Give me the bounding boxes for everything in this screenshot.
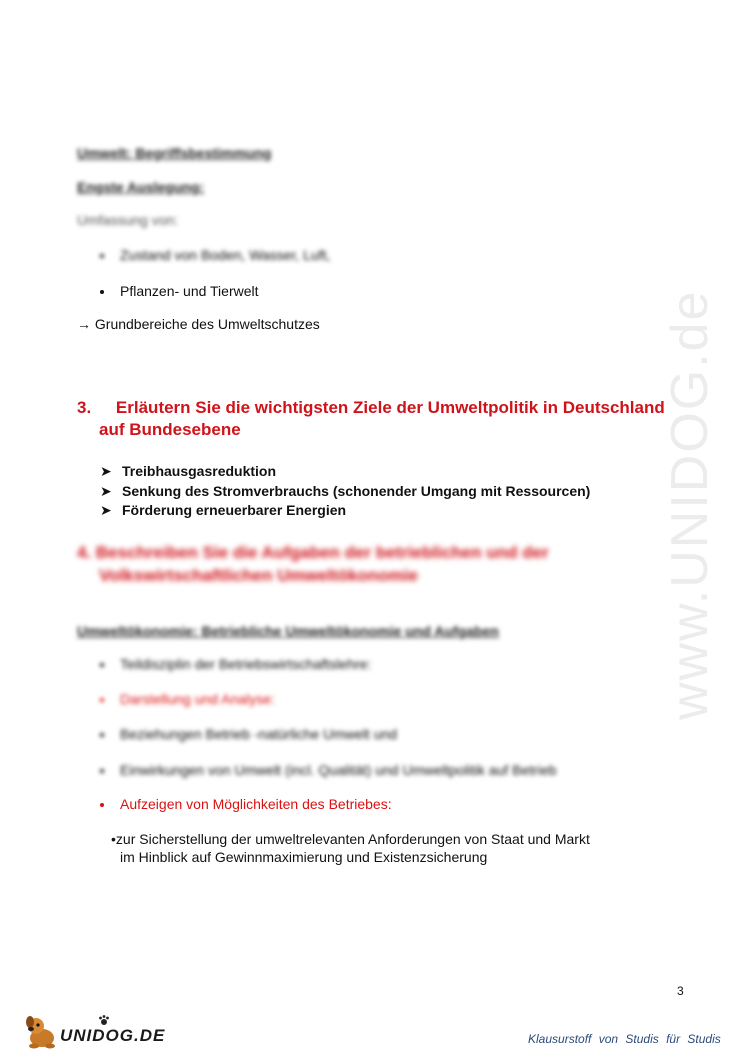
bullet-item: [100, 656, 371, 672]
arrow-conclusion: [77, 316, 320, 332]
sub-bullet-dot-icon: •: [111, 831, 116, 847]
answer-text: Förderung erneuerbarer Energien: [122, 502, 347, 518]
answer-list: [100, 462, 590, 521]
footer-tagline: Klausurstoff von Studis für Studis: [528, 1032, 721, 1046]
watermark-text: www.UNIDOG.de: [661, 289, 719, 720]
bullet-item: [100, 726, 397, 742]
bullet-text: Pflanzen- und Tierwelt: [120, 283, 259, 299]
arrow-line-text: Grundbereiche des Umweltschutzes: [94, 316, 320, 332]
answer-item: [100, 462, 590, 482]
bullet-item: [100, 691, 275, 707]
bullet-dot-icon: [100, 663, 104, 667]
logo-text: UNIDOG.DE: [60, 1026, 166, 1045]
bullet-dot-icon: [100, 803, 104, 807]
sub-bullet-line2: im Hinblick auf Gewinnmaximierung und Existenzsicherung: [120, 849, 488, 865]
bullet-text: Aufzeigen von Möglichkeiten des Betriebes:: [120, 796, 392, 812]
question-4-line1: 4. Beschreiben Sie die Aufgaben der betrieblichen und der: [77, 543, 549, 562]
answer-text: Treibhausgasreduktion: [122, 463, 277, 479]
page-number: 3: [677, 984, 684, 998]
question-number: 3.: [77, 398, 92, 417]
arrowhead-bullet-icon: ➤: [100, 463, 112, 479]
bullet-item: [100, 796, 392, 812]
bullet-dot-icon: [100, 733, 104, 737]
bullet-dot-icon: [100, 290, 104, 294]
sub-bullet: [111, 830, 590, 866]
question-3-heading: [77, 397, 665, 419]
section-subtitle-auslegung: Engste Auslegung:: [77, 179, 205, 195]
section-title-oekonomie: Umweltökonomie: Betriebliche Umweltökonomie und Aufgaben: [77, 623, 499, 639]
question-4-line2: Volkswirtschaftlichen Umweltökonomie: [99, 566, 418, 585]
bullet-item: [100, 283, 259, 299]
section-title-umwelt: Umwelt: Begriffsbestimmung: [77, 145, 272, 161]
bullet-text: Zustand von Boden, Wasser, Luft,: [120, 247, 331, 263]
bullet-dot-icon: [100, 698, 104, 702]
bullet-dot-icon: [100, 769, 104, 773]
answer-item: [100, 501, 590, 521]
bullet-text: Beziehungen Betrieb -natürliche Umwelt und: [120, 726, 398, 742]
bullet-text: Teildisziplin der Betriebswirtschaftslehre:: [120, 656, 372, 672]
answer-text: Senkung des Stromverbrauchs (schonender Umgang mit Ressourcen): [122, 482, 591, 499]
unidog-logo: [22, 1014, 166, 1050]
sub-bullet-line1: zur Sicherstellung der umweltrelevanten Anforderungen von Staat und Markt: [115, 831, 590, 847]
bullet-text: Einwirkungen von Umwelt (incl. Qualität) und Umweltpolitik auf Betrieb: [120, 762, 557, 778]
bullet-item: [100, 762, 557, 778]
question-3-line1: Erläutern Sie die wichtigsten Ziele der Umweltpolitik in Deutschland: [115, 398, 665, 417]
dog-icon: [22, 1014, 62, 1050]
intro-text: Umfassung von:: [77, 212, 179, 228]
arrowhead-bullet-icon: ➤: [100, 482, 112, 499]
arrowhead-bullet-icon: ➤: [100, 502, 112, 518]
question-3-line2: auf Bundesebene: [99, 420, 241, 439]
paw-icon: [98, 1014, 110, 1026]
arrow-right-icon: →: [77, 316, 91, 332]
bullet-item: [100, 247, 330, 263]
bullet-text: Darstellung und Analyse:: [120, 691, 275, 707]
answer-item: [100, 482, 590, 502]
bullet-dot-icon: [100, 254, 104, 258]
